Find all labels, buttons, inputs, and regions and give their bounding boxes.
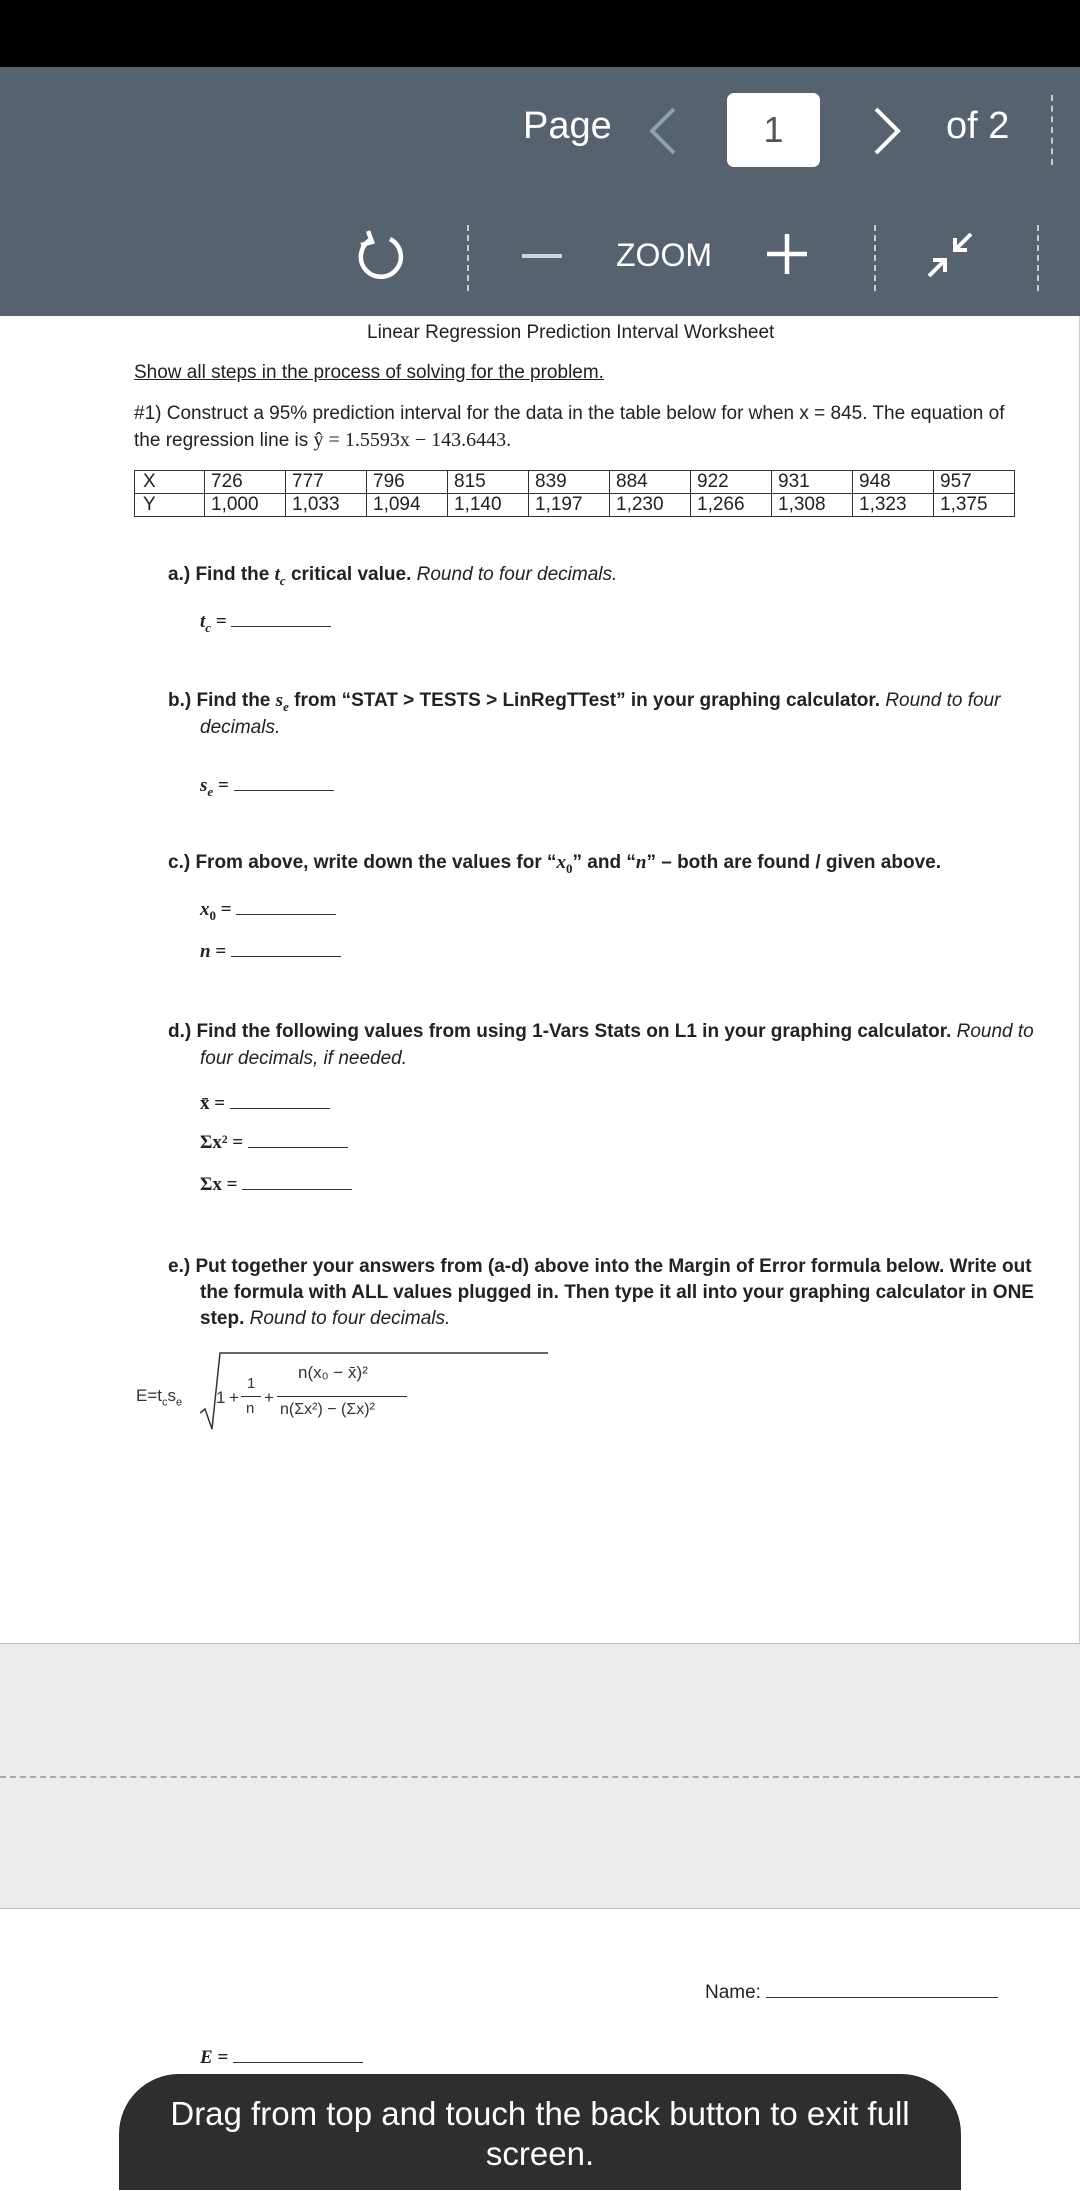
part-d-sumx2 xyxy=(200,1129,348,1154)
part-a-label: a.) Find the xyxy=(168,564,270,585)
name-blank xyxy=(766,1979,998,1998)
fullscreen-toast xyxy=(119,2074,961,2190)
formula-lhs-text: E=t xyxy=(136,1386,162,1405)
table-cell: 1,033 xyxy=(286,494,367,517)
next-page-button[interactable] xyxy=(862,103,912,159)
part-d-note: Round to xyxy=(956,1021,1034,1042)
answer-blank xyxy=(242,1171,352,1190)
part-b-sub: e xyxy=(283,698,289,714)
chevron-right-icon xyxy=(862,103,912,159)
table-cell: 777 xyxy=(286,471,367,494)
formula-frac1-num: 1 xyxy=(247,1375,256,1392)
part-b-question xyxy=(168,690,1000,715)
part-b-var: s xyxy=(275,690,284,711)
divider xyxy=(874,225,876,291)
divider xyxy=(467,225,469,291)
answer-var: n xyxy=(200,941,211,962)
part-d-xbar xyxy=(200,1090,330,1115)
zoom-in-button[interactable] xyxy=(765,232,809,276)
part-d-question xyxy=(168,1021,1034,1043)
answer-var: s xyxy=(200,775,208,796)
table-cell: 815 xyxy=(448,471,529,494)
answer-sub: 0 xyxy=(209,907,216,923)
formula-plus2: + xyxy=(264,1388,274,1407)
page-count-label: of 2 xyxy=(946,105,1010,147)
status-bar xyxy=(0,0,1080,67)
table-cell: 1,266 xyxy=(691,494,772,517)
table-cell: 948 xyxy=(853,471,934,494)
pdf-toolbar xyxy=(0,67,1080,316)
answer-blank xyxy=(231,608,331,627)
table-cell: 726 xyxy=(205,471,286,494)
part-b-rest: from “STAT > TESTS > LinRegTTest” in your graphing calculator. xyxy=(288,690,881,711)
part-c-sub1: 0 xyxy=(566,860,573,876)
part-c-answer-n xyxy=(200,938,341,963)
formula-sub-e: e xyxy=(176,1396,183,1409)
formula-lhs xyxy=(136,1386,182,1408)
formula-sub-c: c xyxy=(162,1396,168,1409)
part-c-var2: n xyxy=(635,852,647,873)
part-b-label: b.) Find the xyxy=(168,690,271,711)
table-cell: 1,323 xyxy=(853,494,934,517)
table-cell: 957 xyxy=(934,471,1015,494)
problem-text-line2 xyxy=(134,429,511,452)
prev-page-button[interactable] xyxy=(640,103,690,159)
e-answer xyxy=(200,2044,363,2069)
part-c-mid: ” and “ xyxy=(572,852,636,873)
part-a-answer xyxy=(200,608,331,636)
part-e-line1: e.) Put together your answers from (a-d) above into the Margin of Error formula below. Write out xyxy=(168,1256,1032,1277)
sumx-label: Σx = xyxy=(200,1174,238,1195)
table-cell: 884 xyxy=(610,471,691,494)
equals-sign: = xyxy=(210,941,227,962)
regression-equation: ŷ = 1.5593x − 143.6443. xyxy=(313,429,512,451)
part-d-note-line2: four decimals, if needed. xyxy=(200,1048,408,1069)
part-a-sub: c xyxy=(279,572,286,588)
part-c-rest: ” – both are found / given above. xyxy=(646,852,941,873)
part-b-note-line2: decimals. xyxy=(200,717,281,738)
answer-blank xyxy=(230,1090,330,1109)
part-e-line3 xyxy=(200,1308,450,1330)
rotate-icon xyxy=(352,227,408,283)
name-label: Name: xyxy=(705,1982,761,2003)
worksheet-title: Linear Regression Prediction Interval Worksheet xyxy=(367,322,775,343)
table-cell: 796 xyxy=(367,471,448,494)
fraction-bar xyxy=(277,1396,407,1397)
xbar-label: x̄ = xyxy=(200,1093,226,1114)
table-cell: 839 xyxy=(529,471,610,494)
answer-blank xyxy=(248,1129,348,1148)
table-cell: 1,140 xyxy=(448,494,529,517)
zoom-label: ZOOM xyxy=(616,237,712,273)
data-table xyxy=(134,470,1015,517)
part-c-var1: x xyxy=(556,852,567,873)
page-number-input[interactable]: 1 xyxy=(727,93,820,167)
answer-sub: e xyxy=(207,783,214,799)
page-label: Page xyxy=(523,105,612,147)
divider xyxy=(1037,225,1039,291)
problem-text-line1: #1) Construct a 95% prediction interval for the data in the table below for when x = 845. The equation of xyxy=(134,403,1005,424)
answer-blank xyxy=(234,772,334,791)
part-a-question xyxy=(168,564,617,589)
part-a-note: Round to four decimals. xyxy=(416,564,618,585)
formula-frac2-num: n(x₀ − x̄)² xyxy=(298,1363,368,1382)
radical-sign xyxy=(200,1351,550,1433)
answer-var: t xyxy=(200,611,206,632)
table-row-x xyxy=(135,471,1015,494)
row-label-y: Y xyxy=(135,494,205,517)
margin-of-error-formula xyxy=(136,1345,436,1435)
zoom-out-button[interactable] xyxy=(522,254,562,258)
part-e-note: Round to four decimals. xyxy=(249,1308,451,1329)
part-d-sumx xyxy=(200,1171,352,1196)
table-cell: 931 xyxy=(772,471,853,494)
table-cell: 922 xyxy=(691,471,772,494)
part-d-label: d.) Find the following values from using 1-Vars Stats on L1 in your graphing calculator. xyxy=(168,1021,952,1042)
part-c-label: c.) From above, write down the values for “ xyxy=(168,852,557,873)
formula-frac1-den: n xyxy=(246,1400,255,1417)
equals-sign: = xyxy=(211,611,227,632)
part-b-answer xyxy=(200,772,334,800)
sumx2-label: Σx² = xyxy=(200,1132,244,1153)
formula-frac2-den: n(Σx²) − (Σx)² xyxy=(280,1401,375,1418)
answer-blank xyxy=(233,2044,363,2063)
table-cell: 1,308 xyxy=(772,494,853,517)
part-a-rest: critical value. xyxy=(285,564,412,585)
row-label-x: X xyxy=(135,471,205,494)
formula-plus: + xyxy=(229,1388,239,1407)
table-row-y xyxy=(135,494,1015,517)
part-e-line2: the formula with ALL values plugged in. Then type it all into your graphing calculator in ONE xyxy=(200,1282,1034,1303)
part-b-note: Round to four xyxy=(885,690,1001,711)
name-field xyxy=(705,1979,998,2004)
answer-blank xyxy=(231,938,341,957)
problem-text-prefix: the regression line is xyxy=(134,430,314,451)
answer-sub: c xyxy=(205,619,212,635)
equals-sign: = xyxy=(213,775,229,796)
fraction-bar xyxy=(241,1396,261,1397)
table-cell: 1,000 xyxy=(205,494,286,517)
divider xyxy=(1051,95,1053,165)
formula-s: s xyxy=(167,1386,176,1405)
table-cell: 1,094 xyxy=(367,494,448,517)
answer-blank xyxy=(236,896,336,915)
page-separator xyxy=(0,1776,1080,1778)
table-cell: 1,230 xyxy=(610,494,691,517)
formula-one: 1 xyxy=(216,1388,226,1407)
instruction-text: Show all steps in the process of solving for the problem. xyxy=(134,362,604,383)
answer-var: x xyxy=(200,899,210,920)
part-e-line3-text: step. xyxy=(200,1308,245,1329)
exit-fullscreen-button[interactable] xyxy=(925,230,975,280)
table-cell: 1,197 xyxy=(529,494,610,517)
part-c-question xyxy=(168,852,941,877)
table-cell: 1,375 xyxy=(934,494,1015,517)
plus-icon xyxy=(765,232,809,276)
chevron-left-icon xyxy=(640,103,690,159)
collapse-icon xyxy=(925,230,975,280)
e-label: E = xyxy=(200,2047,229,2068)
part-a-var: t xyxy=(274,564,280,585)
part-c-answer-x0 xyxy=(200,896,336,924)
toast-message: Drag from top and touch the back button to exit full screen. xyxy=(170,2095,910,2172)
rotate-button[interactable] xyxy=(352,227,408,283)
equals-sign: = xyxy=(216,899,232,920)
